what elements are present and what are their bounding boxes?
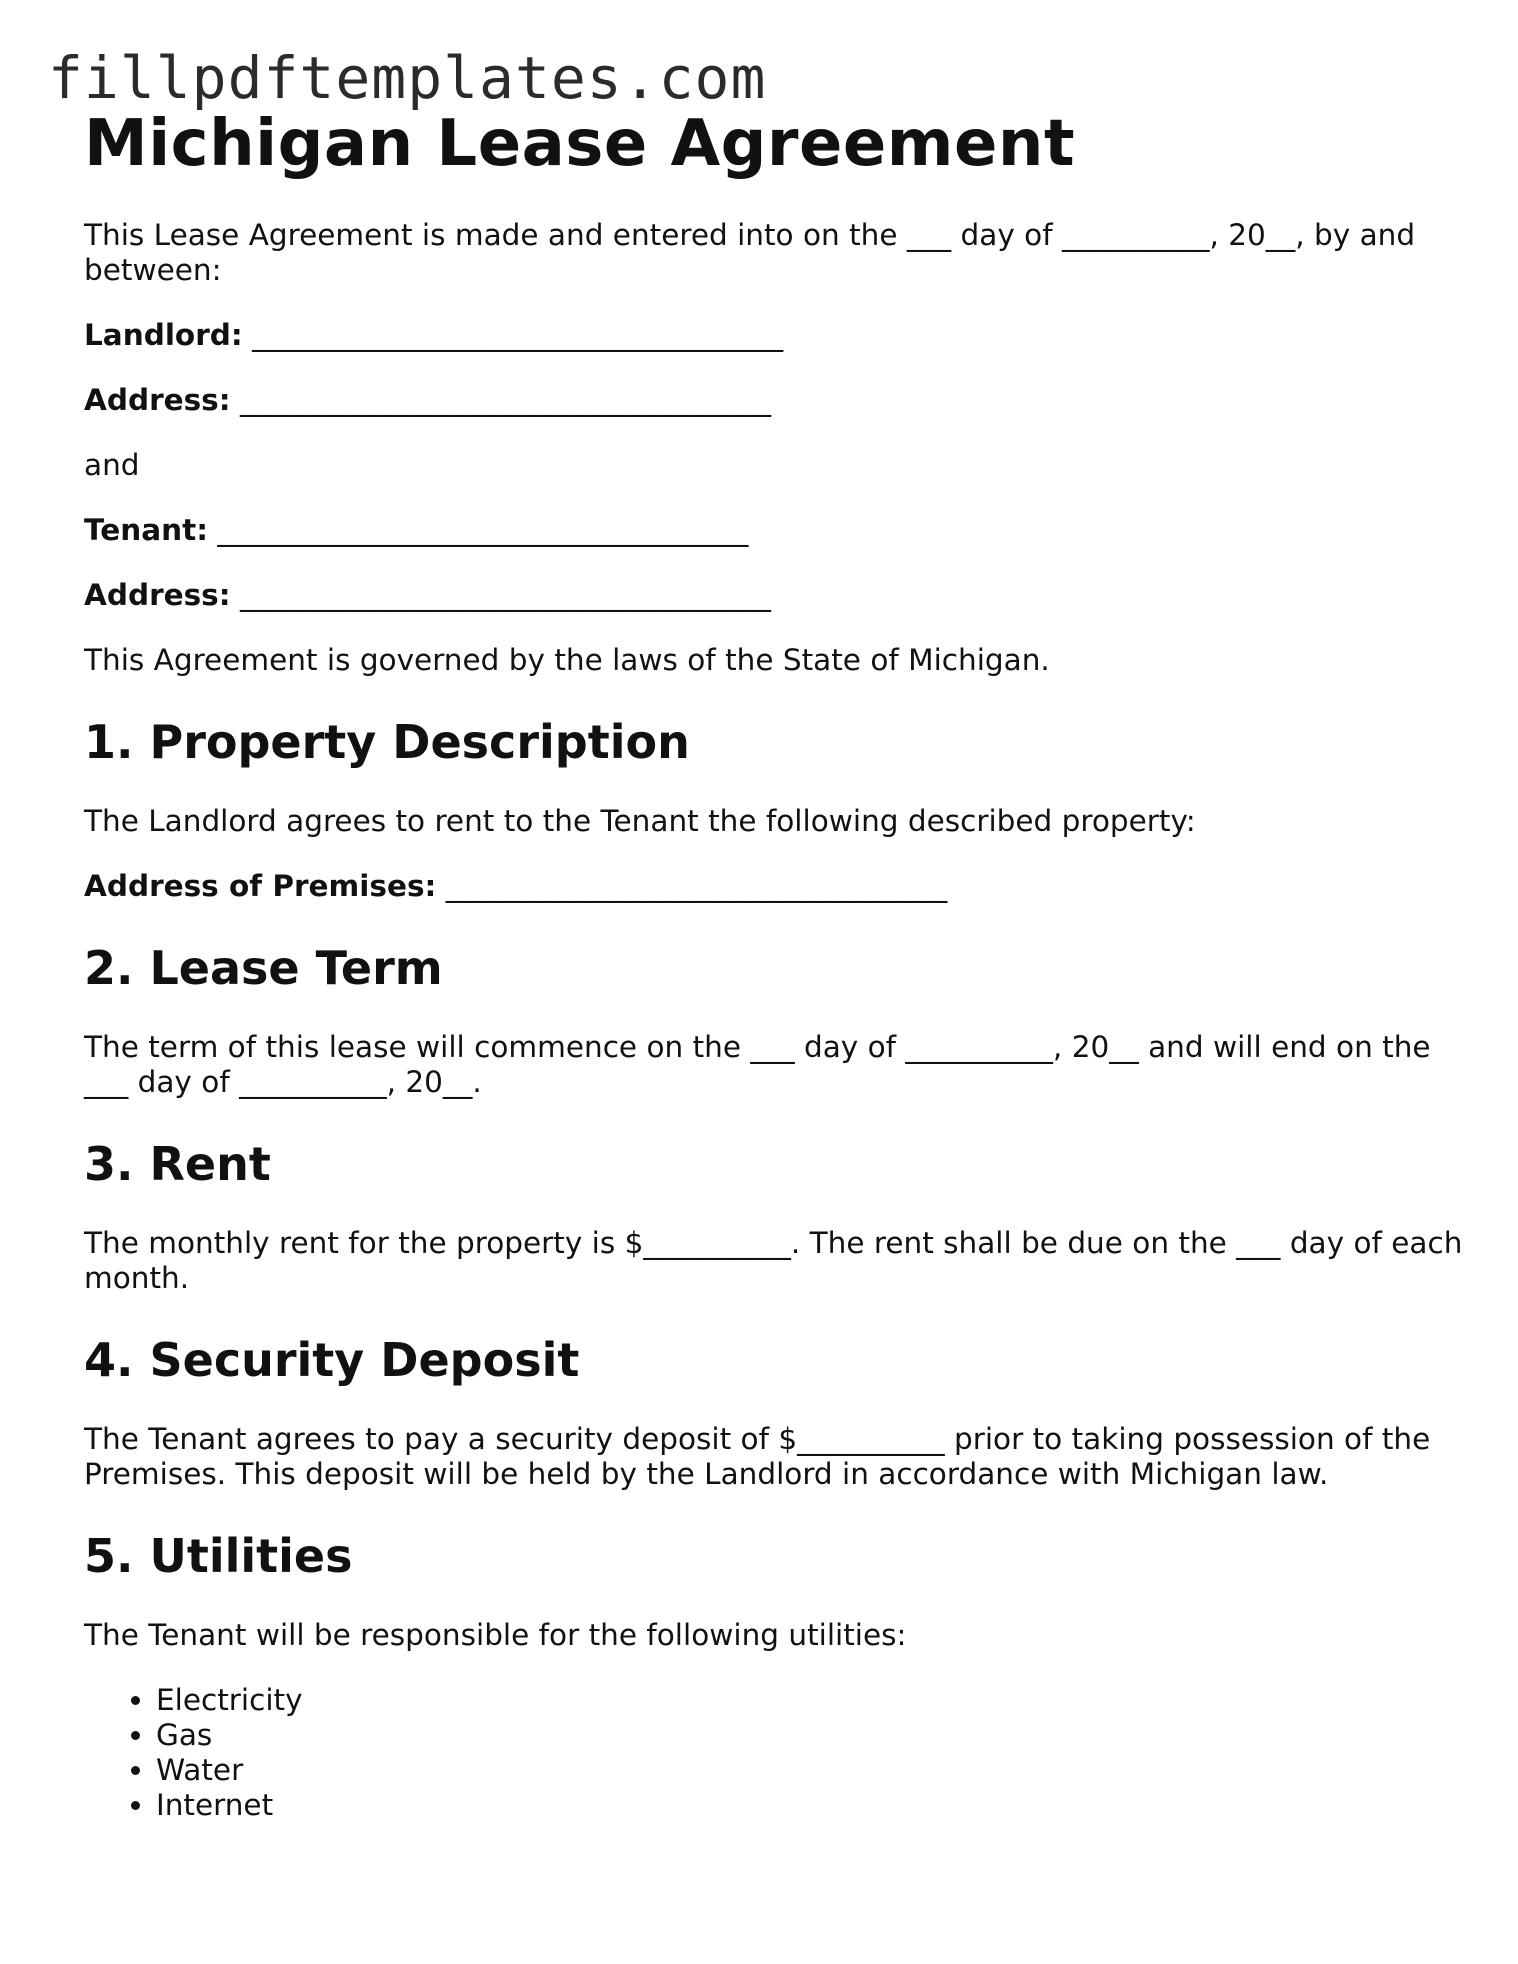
rent-text: The monthly rent for the property is $__________. The rent shall be due on the ___ day of each month.: [84, 1226, 1463, 1295]
utilities-list: [84, 1683, 1464, 1823]
premises-field: [84, 869, 1464, 904]
section-heading-rent: 3. Rent: [84, 1137, 271, 1191]
tenant-address-label: Address:: [84, 578, 231, 612]
landlord-blank: ____________________________________: [252, 318, 784, 352]
property-text: The Landlord agrees to rent to the Tenant the following described property:: [84, 804, 1196, 838]
page-title: Michigan Lease Agreement: [84, 107, 1076, 181]
premises-blank: __________________________________: [445, 869, 948, 903]
landlord-address-label: Address:: [84, 383, 231, 417]
landlord-address-blank: ____________________________________: [239, 383, 771, 417]
watermark: fillpdftemplates.com: [48, 44, 767, 112]
section-heading-utilities: 5. Utilities: [84, 1529, 353, 1583]
governing-law-text: This Agreement is governed by the laws of the State of Michigan.: [84, 643, 1050, 677]
intro-paragraph: This Lease Agreement is made and entered into on the ___ day of __________, 20__, by and between:: [84, 218, 1416, 287]
landlord-label: Landlord:: [84, 318, 243, 352]
section-heading-property: 1. Property Description: [84, 715, 690, 769]
landlord-address-field: [84, 383, 1464, 418]
list-item: • Water: [156, 1753, 1464, 1788]
list-item: • Electricity: [156, 1683, 1464, 1718]
tenant-label: Tenant:: [84, 513, 209, 547]
section-heading-deposit: 4. Security Deposit: [84, 1333, 580, 1387]
tenant-field: [84, 513, 1464, 548]
deposit-text: The Tenant agrees to pay a security deposit of $__________ prior to taking possession of the Premises. This deposit will be held by the Landlord in accordance with Michigan law.: [84, 1422, 1431, 1491]
document: [84, 104, 1464, 1823]
tenant-blank: ____________________________________: [217, 513, 749, 547]
tenant-address-blank: ____________________________________: [239, 578, 771, 612]
landlord-field: [84, 318, 1464, 353]
tenant-address-field: [84, 578, 1464, 613]
list-item: • Internet: [156, 1788, 1464, 1823]
list-item: • Gas: [156, 1718, 1464, 1753]
term-text: The term of this lease will commence on the ___ day of __________, 20__ and will end on the ___ day of __________, 20__.: [84, 1030, 1431, 1099]
section-heading-term: 2. Lease Term: [84, 941, 443, 995]
utilities-text: The Tenant will be responsible for the following utilities:: [84, 1618, 907, 1652]
and-text: and: [84, 448, 140, 482]
premises-label: Address of Premises:: [84, 869, 437, 903]
